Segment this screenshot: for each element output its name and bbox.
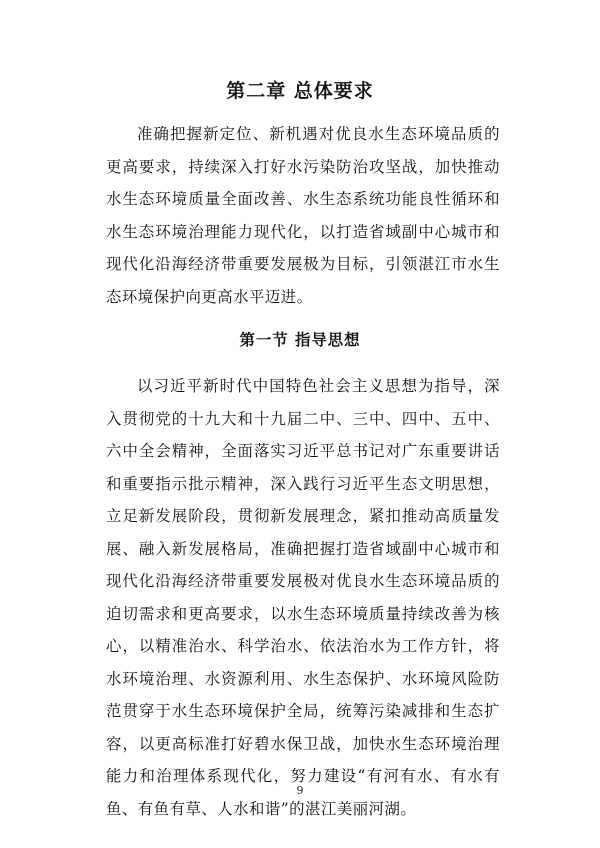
section-title: 第一节 指导思想 xyxy=(239,331,361,349)
chapter-title: 第二章 总体要求 xyxy=(226,80,374,102)
section-paragraph: 以习近平新时代中国特色社会主义思想为指导，深入贯彻党的十九大和十九届二中、三中、四中、五中、六中全会精神，全面落实习近平总书记对广东重要讲话和重要指示批示精神，深入践行习近平生态文明思想，立足新发展阶段，贯彻新发展理念，紧扣推动高质量发展、融入新发展格局，准确把握打造省域副中心城市和现代化沿海经济带重要发展极对优良水生态环境品质的迫切需求和更高要求，以水生态环境质量持续改善为核心，以精准治水、科学治水、依法治水为工作方针，将水环境治理、水资源利用、水生态保护、水环境风险防范贯穿于水生态环境保护全局，统筹污染减排和生态扩容，以更高标准打好碧水保卫战，加快水生态环境治理能力和治理体系现代化，努力建设“有河有水、有水有鱼、有鱼有草、人水和谐”的湛江美丽河湖。 xyxy=(106,377,500,818)
intro-paragraph: 准确把握新定位、新机遇对优良水生态环境品质的更高要求，持续深入打好水污染防治攻坚战，加快推动水生态环境质量全面改善、水生态系统功能良性循环和水生态环境治理能力现代化，以打造省域副中心城市和现代化沿海经济带重要发展极为目标，引领湛江市水生态环境保护向更高水平迈进。 xyxy=(106,125,500,306)
page-number: 9 xyxy=(296,784,304,797)
